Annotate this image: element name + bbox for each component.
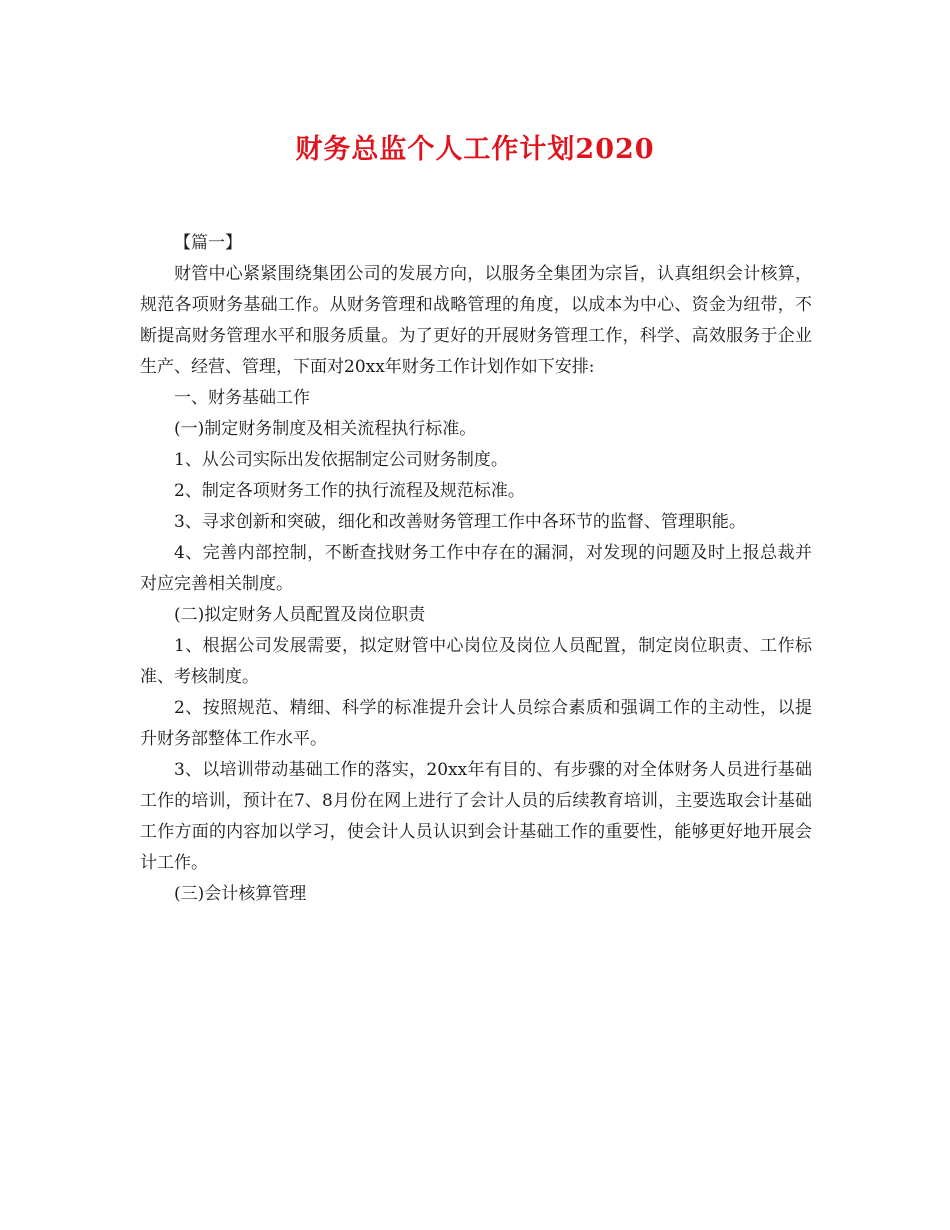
list-item: 2、制定各项财务工作的执行流程及规范标准。 xyxy=(174,481,525,501)
subheading-3: (三)会计核算管理 xyxy=(174,884,307,904)
subheading-1: (一)制定财务制度及相关流程执行标准。 xyxy=(174,419,477,439)
list-item: 3、以培训带动基础工作的落实，20xx年有目的、有步骤的对全体财务人员进行基础工作的培训，预计在7、8月份在网上进行了会计人员的后续教育培训，主要选取会计基础工作方面的内容加以学习，使会计人员认识到会计基础工作的重要性，能够更好地开展会计工作。 xyxy=(140,760,812,873)
heading-financial-basics: 一、财务基础工作 xyxy=(174,388,310,408)
list-item: 1、从公司实际出发依据制定公司财务制度。 xyxy=(174,450,508,470)
list-item: 2、按照规范、精细、科学的标准提升会计人员综合素质和强调工作的主动性，以提升财务部整体工作水平。 xyxy=(140,698,812,749)
list-item: 4、完善内部控制，不断查找财务工作中存在的漏洞，对发现的问题及时上报总裁并对应完善相关制度。 xyxy=(140,543,812,594)
document-body xyxy=(140,228,812,910)
list-item: 1、根据公司发展需要，拟定财管中心岗位及岗位人员配置，制定岗位职责、工作标准、考核制度。 xyxy=(140,636,812,687)
section-label: 【篇一】 xyxy=(174,233,242,253)
document-title: 财务总监个人工作计划2020 xyxy=(295,134,655,165)
paragraph-intro: 财管中心紧紧围绕集团公司的发展方向，以服务全集团为宗旨，认真组织会计核算，规范各项财务基础工作。从财务管理和战略管理的角度，以成本为中心、资金为纽带，不断提高财务管理水平和服务质量。为了更好的开展财务管理工作，科学、高效服务于企业生产、经营、管理，下面对20xx年财务工作计划作如下安排: xyxy=(140,264,812,377)
list-item: 3、寻求创新和突破，细化和改善财务管理工作中各环节的监督、管理职能。 xyxy=(174,512,746,532)
subheading-2: (二)拟定财务人员配置及岗位职责 xyxy=(174,605,426,625)
